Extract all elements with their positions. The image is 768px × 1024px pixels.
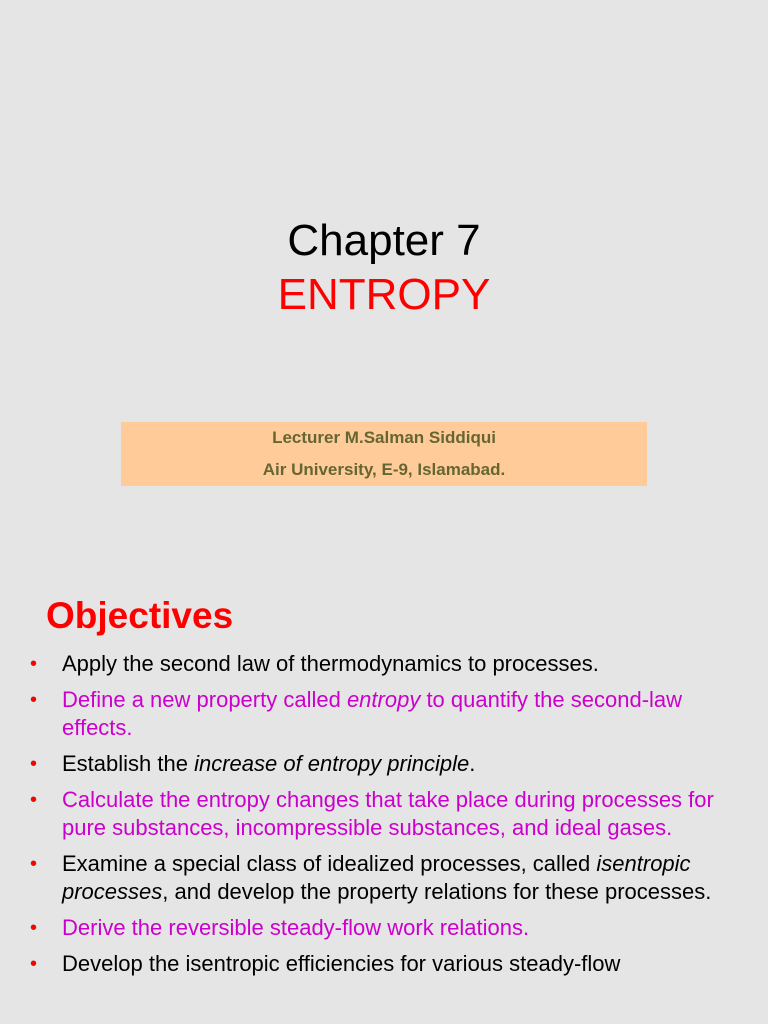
institution-name: Air University, E-9, Islamabad.	[262, 460, 506, 479]
objective-text: Derive the reversible steady-flow work relations.	[62, 915, 530, 940]
objectives-slide	[0, 576, 768, 1024]
objective-text: Apply the second law of thermodynamics to processes.	[62, 651, 599, 676]
objective-item-5	[30, 850, 730, 906]
objective-term: increase of entropy principle	[194, 751, 470, 776]
objectives-list	[30, 650, 730, 986]
objective-item-7	[30, 950, 730, 978]
objective-item-2	[30, 686, 730, 742]
objective-item-6	[30, 914, 730, 942]
chapter-subtitle: ENTROPY	[277, 270, 491, 319]
objective-text-pre: Define a new property called	[62, 687, 347, 712]
objective-text: Develop the isentropic efficiencies for various steady-flow	[62, 951, 621, 976]
objective-text-post: .	[469, 751, 476, 776]
objective-text-pre: Establish the	[62, 751, 195, 776]
lecturer-name: Lecturer M.Salman Siddiqui	[272, 428, 496, 447]
objective-text-post: , and develop the property relations for these processes.	[162, 879, 712, 904]
objective-item-1	[30, 650, 730, 678]
objective-text-pre: Examine a special class of idealized processes, called	[62, 851, 597, 876]
objectives-heading: Objectives	[46, 595, 234, 636]
bullet-icon: •	[30, 853, 38, 875]
bullet-icon: •	[30, 789, 38, 811]
objective-text: Calculate the entropy changes that take place during processes for pure substances, incompressible substances, and ideal gases.	[62, 787, 714, 840]
bullet-icon: •	[30, 689, 38, 711]
bullet-icon: •	[30, 653, 38, 675]
bullet-icon: •	[30, 917, 38, 939]
chapter-title: Chapter 7	[287, 216, 481, 265]
bullet-icon: •	[30, 753, 38, 775]
objective-term: isentropic processes	[62, 851, 691, 904]
bullet-icon: •	[30, 953, 38, 975]
objective-term: entropy	[346, 687, 421, 712]
objective-text-post: to quantify the second-law effects.	[62, 687, 683, 740]
objective-item-3	[30, 750, 730, 778]
objective-item-4	[30, 786, 730, 842]
lecturer-info-box	[121, 422, 647, 486]
